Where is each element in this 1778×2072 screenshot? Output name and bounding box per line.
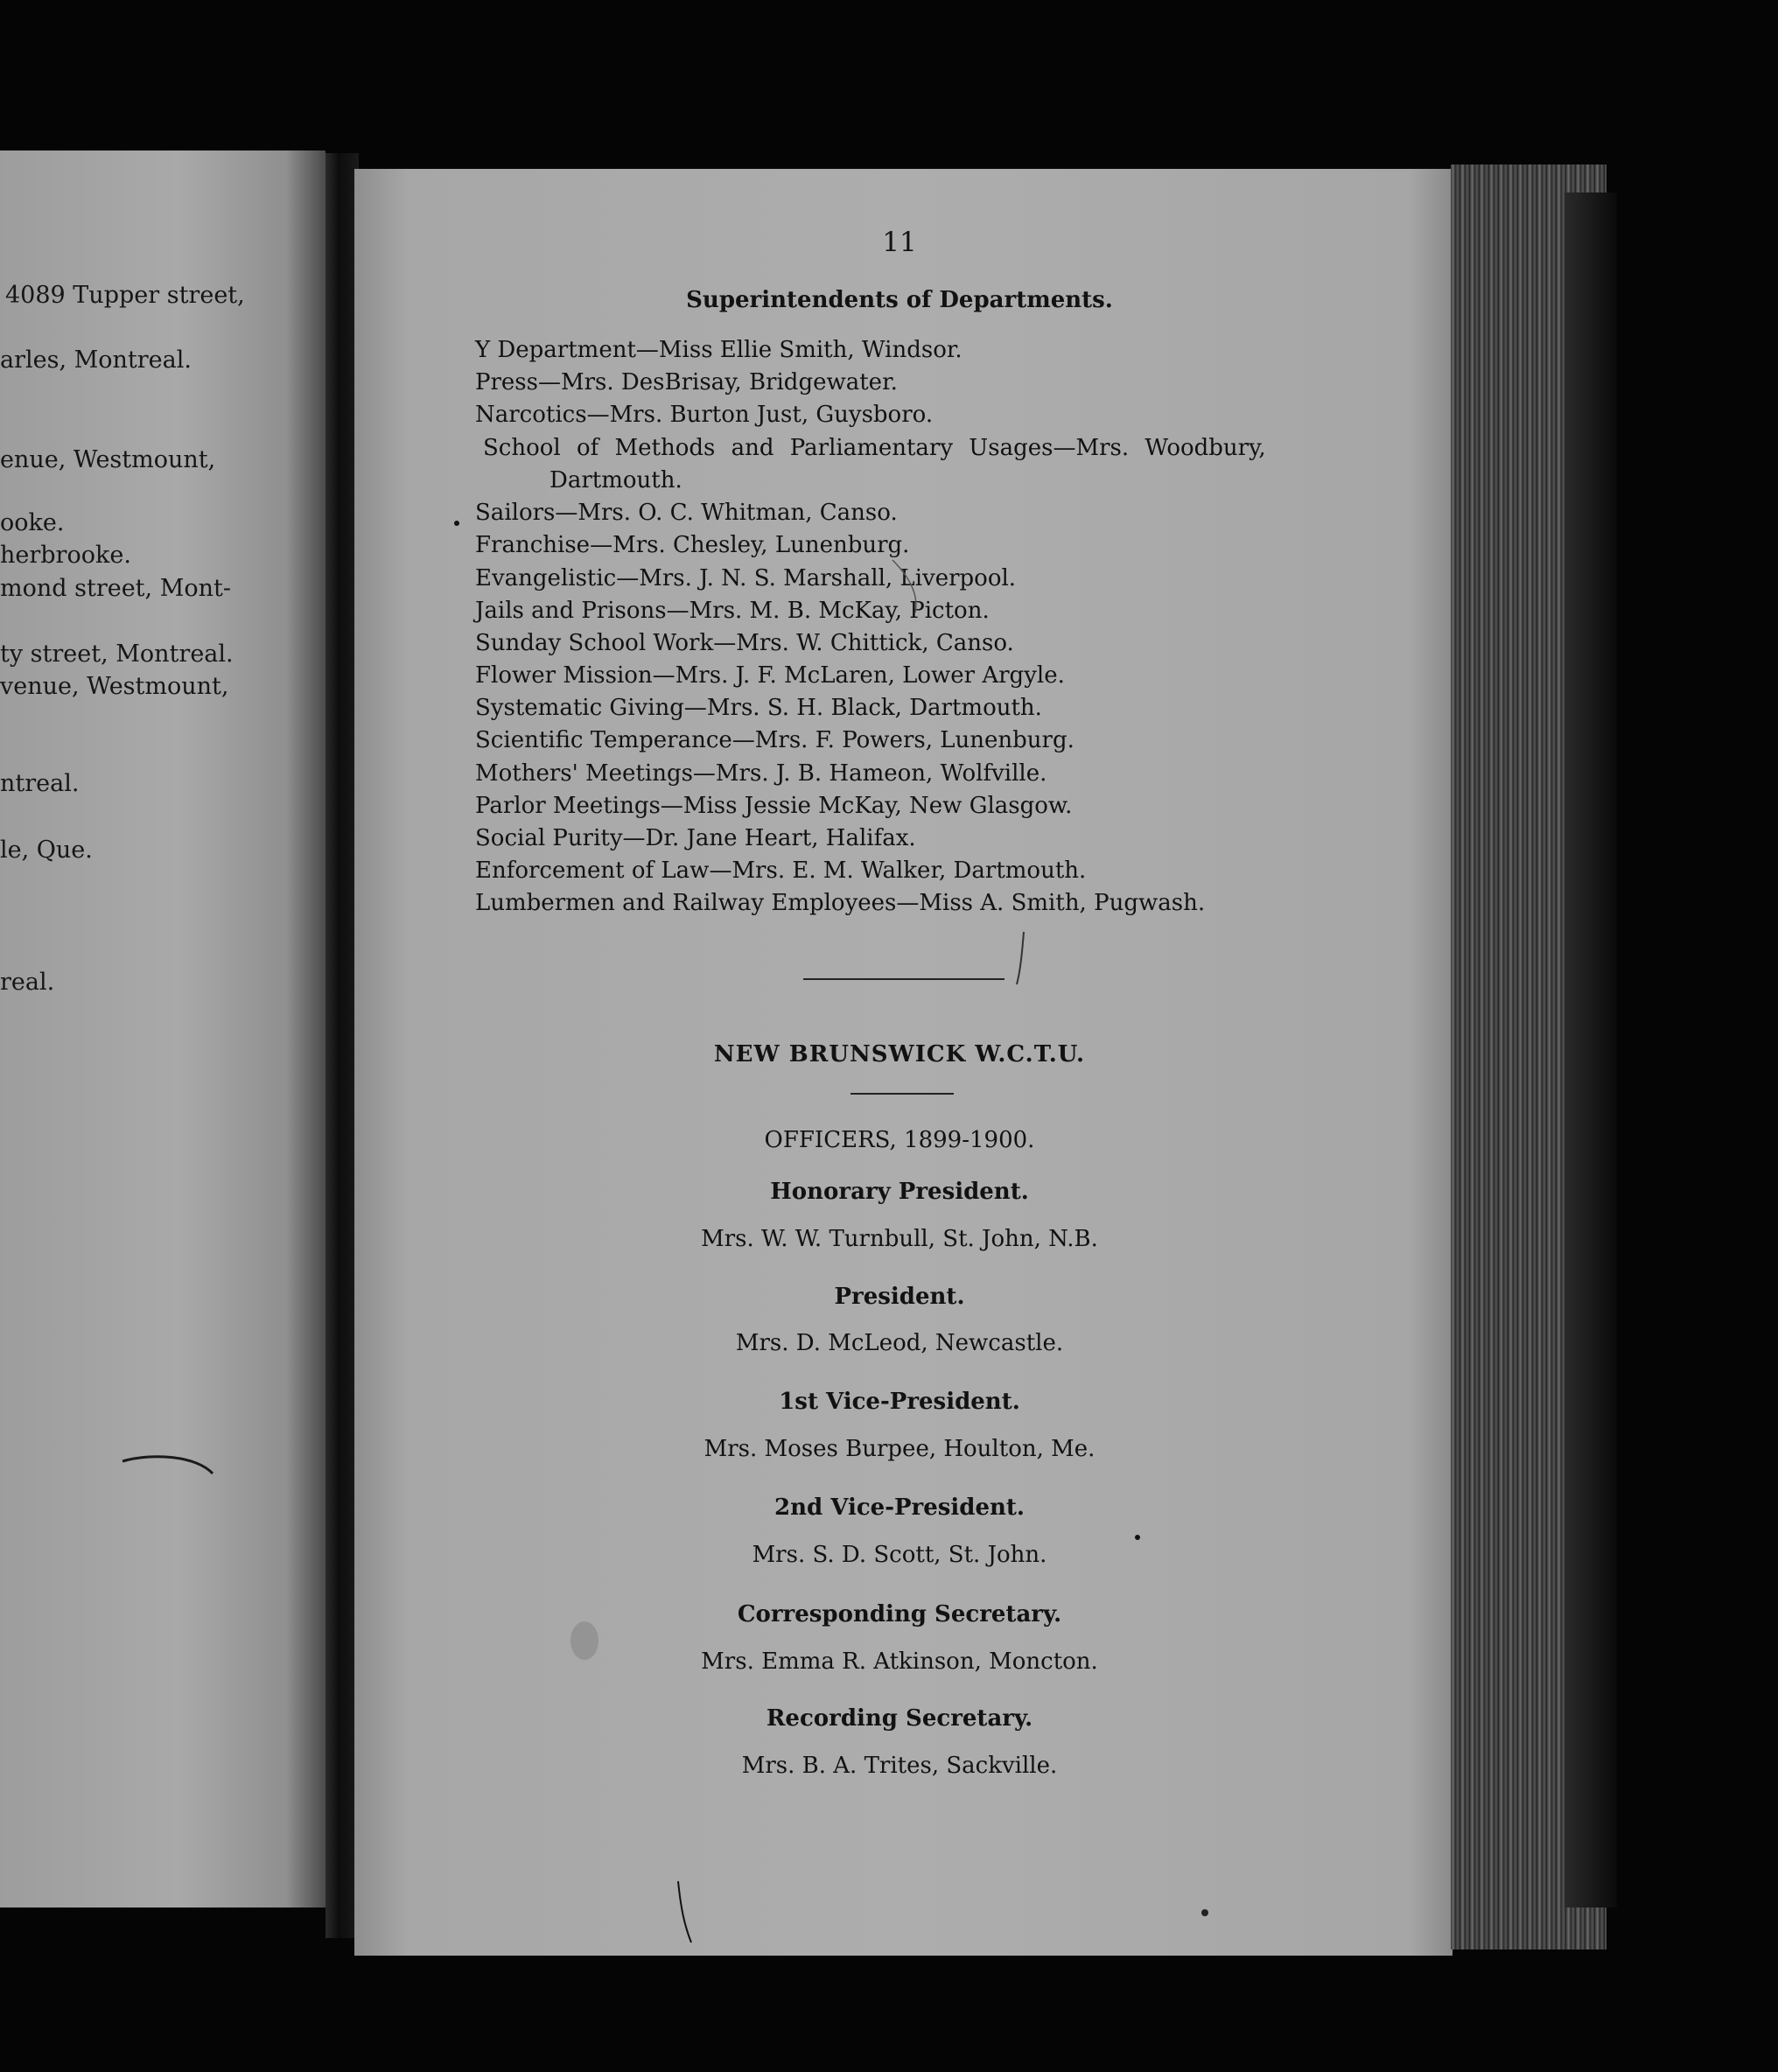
officer-role: Corresponding Secretary. (737, 1601, 1062, 1628)
left-page-line: enue, Westmount, (0, 446, 216, 473)
department-item: Mothers' Meetings—Mrs. J. B. Hameon, Wolfville. (475, 760, 1047, 787)
department-item: Franchise—Mrs. Chesley, Lunenburg. (475, 532, 910, 558)
department-item: Systematic Giving—Mrs. S. H. Black, Dartmouth. (475, 695, 1042, 721)
department-item: Lumbermen and Railway Employees—Miss A. Smith, Pugwash. (475, 890, 1206, 916)
left-page-line: venue, Westmount, (0, 673, 229, 700)
left-page-line: ooke. (0, 509, 65, 536)
left-page-line: le, Que. (0, 836, 93, 864)
page-number: 11 (882, 227, 917, 258)
department-item: Narcotics—Mrs. Burton Just, Guysboro. (475, 402, 934, 428)
department-item: Press—Mrs. DesBrisay, Bridgewater. (475, 369, 898, 396)
department-item: Y Department—Miss Ellie Smith, Windsor. (475, 337, 962, 363)
left-page-line: ntreal. (0, 770, 80, 797)
department-item: Flower Mission—Mrs. J. F. McLaren, Lower Argyle. (475, 662, 1065, 689)
department-item: Evangelistic—Mrs. J. N. S. Marshall, Liverpool. (475, 565, 1017, 592)
officer-name: Mrs. D. McLeod, Newcastle. (735, 1330, 1064, 1356)
officer-name: Mrs. Moses Burpee, Houlton, Me. (704, 1436, 1096, 1462)
left-page (0, 150, 326, 1908)
officers-heading: OFFICERS, 1899-1900. (764, 1127, 1035, 1153)
officer-name: Mrs. S. D. Scott, St. John. (752, 1542, 1047, 1568)
left-page-line: 4089 Tupper street, (5, 282, 245, 309)
officer-role: 2nd Vice-President. (774, 1494, 1025, 1521)
officer-name: Mrs. W. W. Turnbull, St. John, N.B. (701, 1226, 1098, 1252)
cover-edge (1564, 192, 1617, 1908)
department-item: Enforcement of Law—Mrs. E. M. Walker, Dartmouth. (475, 858, 1087, 884)
title-divider (850, 1093, 954, 1095)
department-item: Dartmouth. (550, 467, 682, 494)
pen-mark-icon (118, 1447, 223, 1491)
left-page-line: real. (0, 969, 55, 996)
section-heading: Superintendents of Departments. (686, 287, 1113, 313)
department-item: Parlor Meetings—Miss Jessie McKay, New Glasgow. (475, 793, 1073, 819)
department-item: Scientific Temperance—Mrs. F. Powers, Lunenburg. (475, 727, 1074, 753)
officer-role: Recording Secretary. (766, 1705, 1033, 1732)
left-page-line: mond street, Mont- (0, 575, 231, 602)
officer-role: President. (834, 1284, 965, 1310)
officer-role: 1st Vice-President. (779, 1389, 1020, 1415)
department-item: Sunday School Work—Mrs. W. Chittick, Canso. (475, 630, 1014, 656)
left-page-line: ty street, Montreal. (0, 640, 234, 668)
nb-title: NEW BRUNSWICK W.C.T.U. (713, 1041, 1086, 1068)
department-item: Jails and Prisons—Mrs. M. B. McKay, Picton. (475, 598, 990, 624)
department-item: School of Methods and Parliamentary Usages—Mrs. Woodbury, (483, 435, 1266, 461)
officer-name: Mrs. Emma R. Atkinson, Moncton. (701, 1648, 1098, 1675)
officer-role: Honorary President. (770, 1179, 1029, 1205)
department-item: Sailors—Mrs. O. C. Whitman, Canso. (475, 500, 898, 526)
left-page-line: herbrooke. (0, 542, 131, 569)
section-divider (803, 978, 1004, 980)
left-page-line: arles, Montreal. (0, 346, 192, 374)
officer-name: Mrs. B. A. Trites, Sackville. (741, 1753, 1058, 1779)
department-item: Social Purity—Dr. Jane Heart, Halifax. (475, 825, 916, 851)
